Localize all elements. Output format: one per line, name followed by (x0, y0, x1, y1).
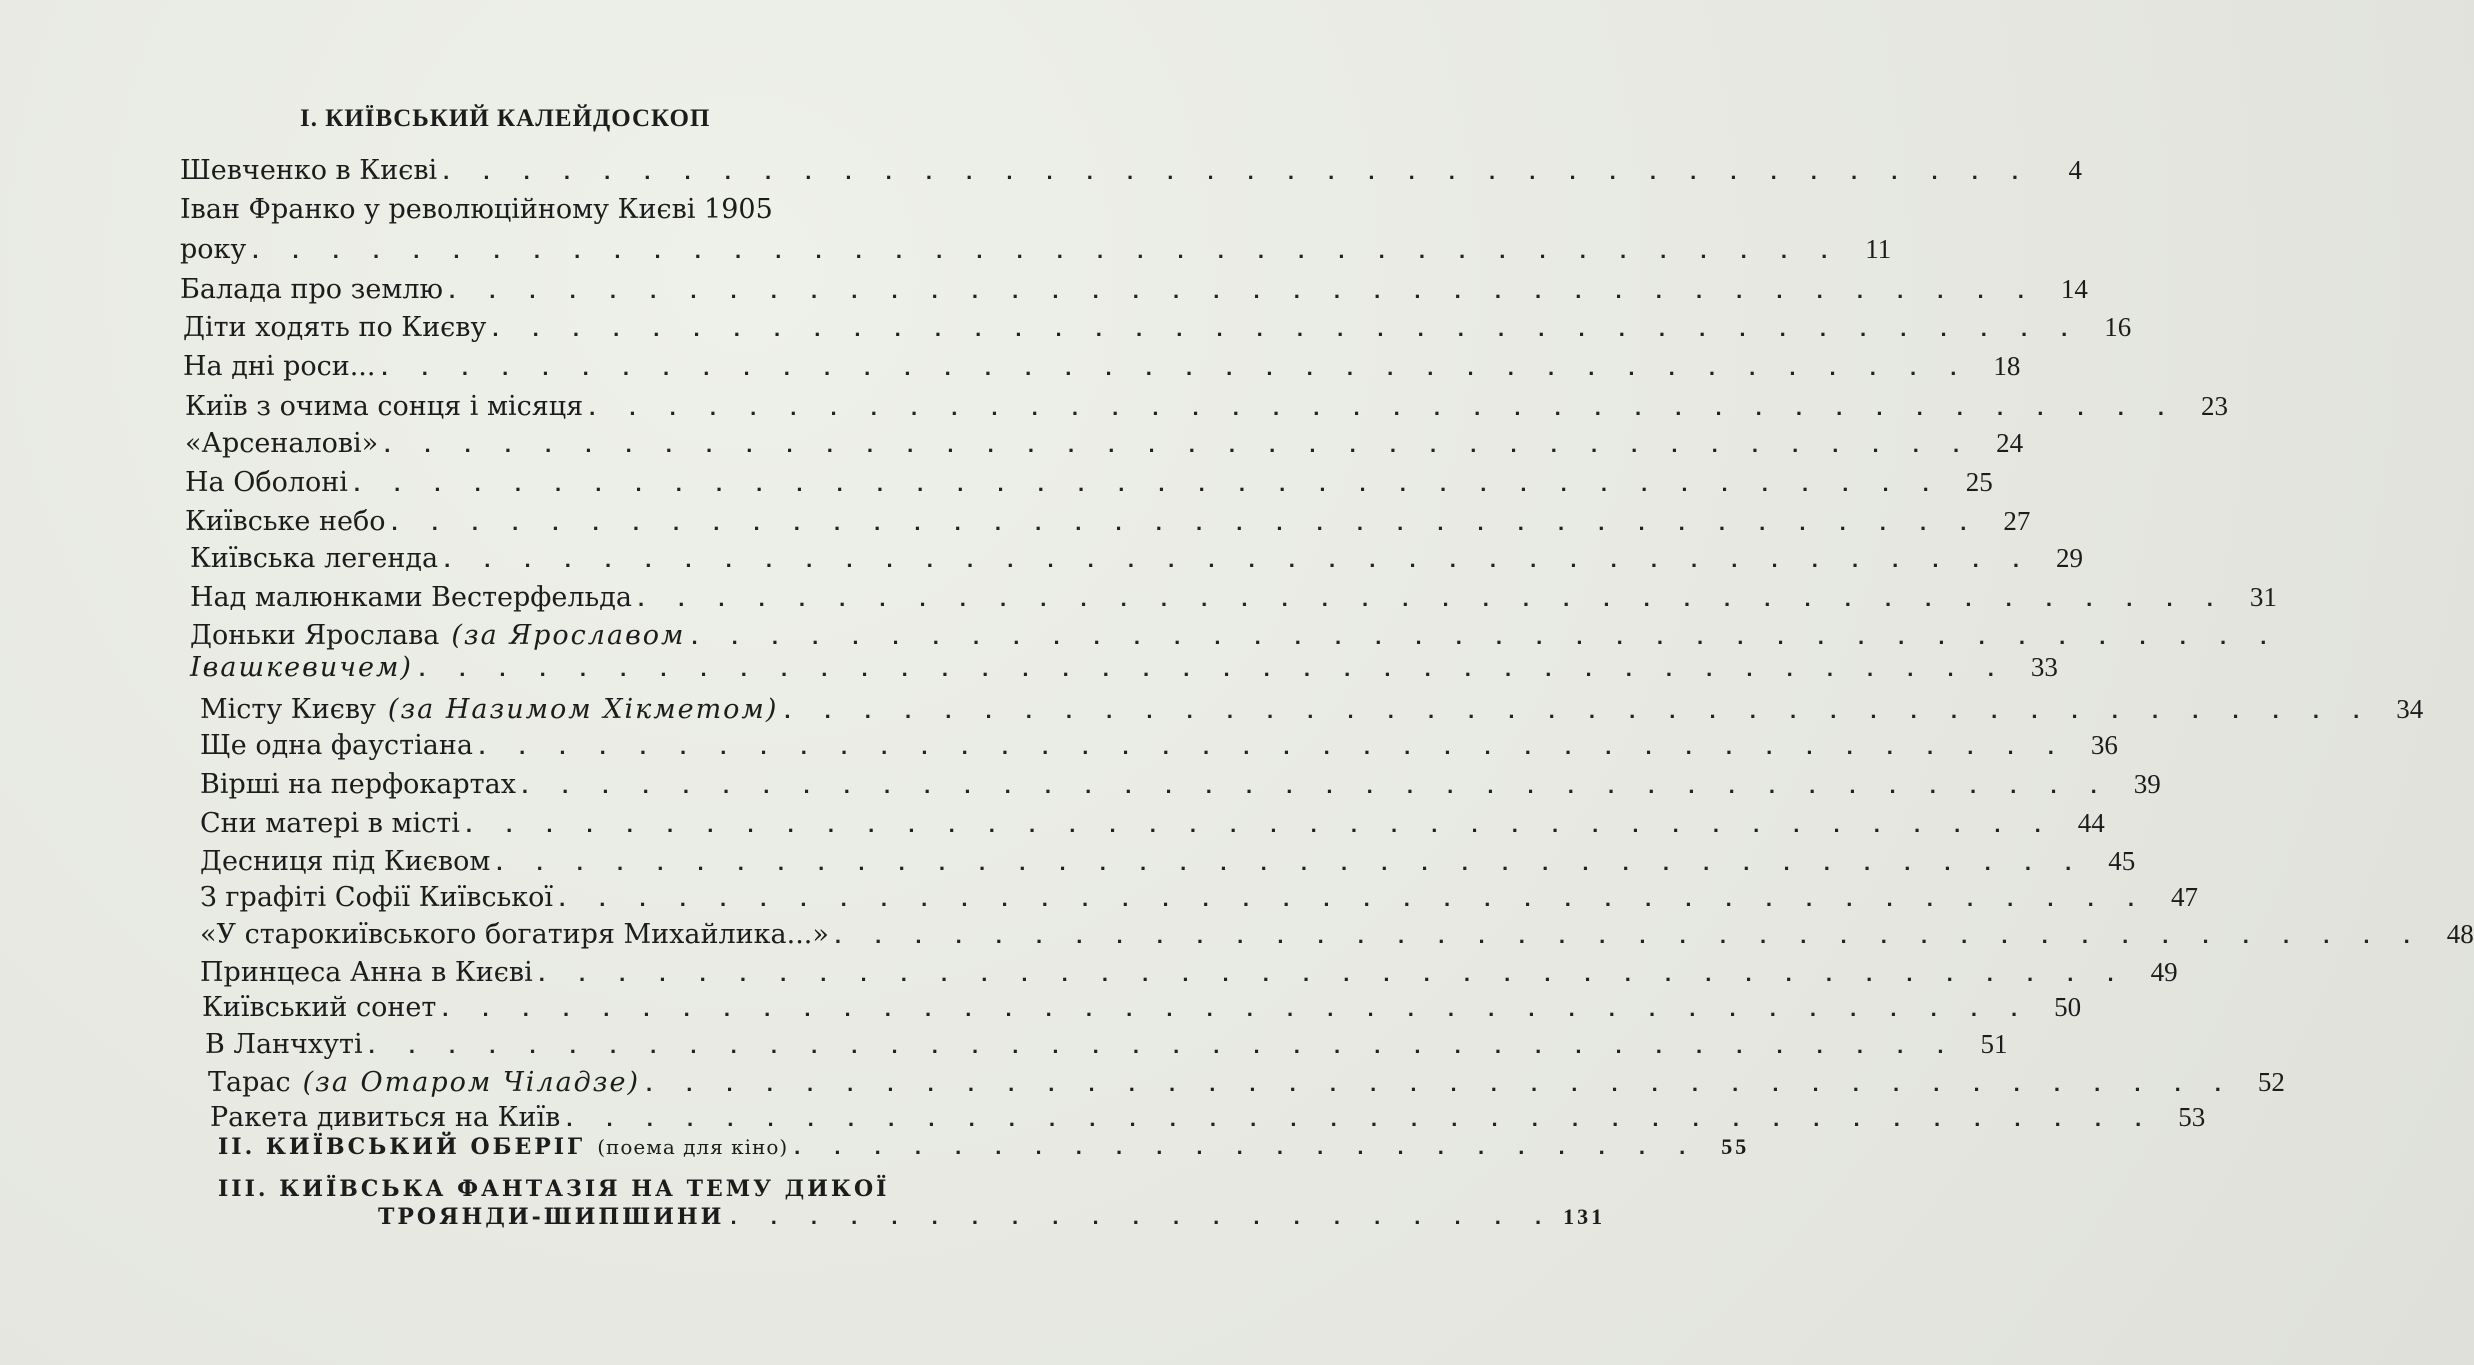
toc-entry-title: Київська легенда (190, 543, 439, 574)
toc-entry (200, 692, 2424, 728)
toc-entry-page: 52 (2257, 1067, 2285, 1097)
toc-entry (200, 728, 2118, 764)
dot-leader: . . . . . . . . . . . . . . . . . . . . . . . . . . . . . . . . . . . . . . . . (521, 773, 2111, 798)
toc-entry-title: На дні роси... (183, 351, 376, 382)
toc-entry (200, 955, 2178, 991)
toc-entry (208, 1065, 2285, 1101)
toc-entry-italic: (за Отаром Чіладзе) (302, 1067, 641, 1098)
toc-entry-title: року (180, 234, 247, 265)
toc-entry-page: 44 (2077, 808, 2105, 838)
dot-leader: . . . . . . . . . . . . . . . . . . . . . . . . . . . . . . . . . . . . . . . . (368, 1033, 1958, 1058)
toc-entry (190, 580, 2277, 616)
toc-entry-title: Ще одна фаустіана (200, 730, 473, 761)
toc-entry (205, 1027, 2008, 1063)
toc-entry-title: Київський сонет (202, 992, 437, 1023)
toc-entry-title: Вірші на перфокартах (200, 769, 516, 800)
toc-entry (185, 465, 1993, 501)
toc-entry-page: 27 (2003, 506, 2031, 536)
section-3-title-line2: ТРОЯНДИ-ШИПШИНИ (378, 1204, 725, 1230)
toc-entry (200, 767, 2161, 803)
dot-leader: . . . . . . . . . . . . . . . . . . . . . (730, 1204, 1556, 1229)
toc-entry-page: 24 (1996, 428, 2024, 458)
dot-leader: . . . . . . . . . . . . . . . . . . . . . . . . . . . . . . . . . . . . . . . . (353, 471, 1943, 496)
toc-entry-page: 49 (2150, 957, 2178, 987)
dot-leader: . . . . . . . . . . . . . . . . . . . . . . . . . . . . . . . . . . . . . . . . (252, 238, 1842, 263)
toc-entry (190, 650, 2058, 686)
toc-entry-page: 29 (2055, 543, 2083, 573)
toc-entry-page: 53 (2178, 1102, 2206, 1132)
toc-entry-title: На Оболоні (185, 467, 348, 498)
toc-entry-title: Десниця під Києвом (200, 846, 491, 877)
toc-entry (183, 310, 2132, 346)
toc-entry-page: 33 (2030, 652, 2058, 682)
toc-entry-title: Місту Києву (200, 694, 376, 725)
toc-entry-page: 50 (2054, 992, 2082, 1022)
dot-leader: . . . . . . . . . . . . . . . . . . . . . . . . . . . . . . . . . . . . . . . . (391, 510, 1981, 535)
toc-entry-title: В Ланчхуті (205, 1029, 363, 1060)
dot-leader: . . . . . . . . . . . . . . . . . . . . . . . . . . . . . . . . . . . . . . . . (646, 1071, 2235, 1096)
toc-entry-title: Доньки Ярослава (190, 620, 440, 651)
toc-entry (200, 880, 2198, 916)
toc-entry (190, 619, 2281, 654)
toc-entry-title: «Арсеналові» (185, 428, 379, 459)
toc-entry-page: 18 (1993, 351, 2021, 381)
dot-leader: . . . . . . . . . . . . . . . . . . . . . . . . . . . . . . . . . . . . . . . . (442, 996, 2032, 1021)
toc-entry-page: 39 (2133, 769, 2161, 799)
dot-leader: . . . . . . . . . . . . . . . . . . . . . . . . . . . . . . . . . . . . . . . . (478, 734, 2068, 759)
dot-leader: . . . . . . . . . . . . . . . . . . . . . . . . . . . . . . . . . . . . . . . . (566, 1106, 2156, 1131)
dot-leader: . . . . . . . . . . . . . . . . . . . . . . . . . . . . . . . . . . . . . . . . (381, 355, 1971, 380)
toc-entry-title: Балада про землю (180, 274, 443, 305)
toc-entry-title: «У старокиївського богатиря Михайлика...» (200, 919, 829, 950)
toc-entry-page: 23 (2201, 391, 2229, 421)
section-2-entry (218, 1130, 1750, 1164)
toc-entry (200, 917, 2474, 953)
toc-entry-page: 4 (2068, 155, 2083, 185)
toc-entry-page: 31 (2249, 582, 2277, 612)
toc-entry (200, 844, 2136, 880)
section-1-heading: І. КИЇВСЬКИЙ КАЛЕЙДОСКОП (300, 105, 711, 132)
section-2-note: (поема для кіно) (597, 1135, 789, 1159)
toc-entry (183, 349, 2021, 385)
dot-leader: . . . . . . . . . . . . . . . . . . . . . . . . . . . . . . . . . . . . . . . . (448, 278, 2038, 303)
dot-leader: . . . . . . . . . . . . . . . . . . . . . . . . . . . . . . . . . . . . . . . . (496, 850, 2086, 875)
toc-entry (180, 232, 1892, 268)
toc-entry (185, 426, 2024, 462)
dot-leader: . . . . . . . . . . . . . . . . . . . . . . . . . . . . . . . . . . . . . . . . (384, 432, 1974, 457)
toc-entry-italic: Івашкевичем) (190, 652, 413, 683)
dot-leader: . . . . . . . . . . . . . . . . . . . . . . . . . . . . . . . . . . . . . . . . (444, 547, 2033, 572)
toc-entry (200, 806, 2105, 842)
toc-entry-title: Київ з очима сонця і місяця (185, 391, 584, 422)
toc-entry-title: Іван Франко у революційному Києві 1905 (180, 194, 773, 225)
toc-entry (190, 541, 2083, 577)
toc-entry-title: Тарас (208, 1067, 291, 1098)
toc-entry-italic: (за Ярославом (451, 620, 686, 651)
toc-entry-title: З графіті Софії Київської (200, 882, 554, 913)
dot-leader: . . . . . . . . . . . . . . . . . . . . . . . . . . . . . . . . . . . . . . . . (589, 395, 2179, 420)
dot-leader: . . . . . . . . . . . . . . . . . . . . . . . . . . . . . . . . . . . . . . . . (637, 586, 2227, 611)
toc-entry-page: 48 (2446, 919, 2474, 949)
section-3-page: 131 (1563, 1204, 1606, 1229)
dot-leader: . . . . . . . . . . . . . . . . . . . . . . . (794, 1134, 1700, 1159)
dot-leader: . . . . . . . . . . . . . . . . . . . . . . . . . . . . . . . . . . . . . . . . (691, 624, 2281, 649)
toc-entry-italic: (за Назимом Хікметом) (387, 694, 779, 725)
toc-entry-page: 47 (2170, 882, 2198, 912)
toc-entry-page: 16 (2104, 312, 2132, 342)
toc-entry-title: Над малюнками Вестерфельда (190, 582, 632, 613)
dot-leader: . . . . . . . . . . . . . . . . . . . . . . . . . . . . . . . . . . . . . . . . (465, 812, 2055, 837)
dot-leader: . . . . . . . . . . . . . . . . . . . . . . . . . . . . . . . . . . . . . . . . (538, 961, 2128, 986)
toc-entry-page: 51 (1980, 1029, 2008, 1059)
toc-entry-title: Київське небо (185, 506, 386, 537)
toc-entry-page: 45 (2108, 846, 2136, 876)
toc-entry-title: Шевченко в Києві (180, 155, 438, 186)
dot-leader: . . . . . . . . . . . . . . . . . . . . . . . . . . . . . . . . . . . . . . . . (443, 159, 2033, 184)
toc-entry-title: Принцеса Анна в Києві (200, 957, 533, 988)
toc-entry-page: 36 (2090, 730, 2118, 760)
toc-entry (180, 272, 2088, 308)
toc-entry-page: 34 (2396, 694, 2424, 724)
dot-leader: . . . . . . . . . . . . . . . . . . . . . . . . . . . . . . . . . . . . . . . . (418, 656, 2008, 681)
toc-entry-title: Сни матері в місті (200, 808, 460, 839)
section-3-entry-line2 (378, 1200, 1606, 1234)
dot-leader: . . . . . . . . . . . . . . . . . . . . . . . . . . . . . . . . . . . . . . . . (784, 698, 2374, 723)
toc-entry (180, 153, 2083, 189)
toc-entry (180, 193, 915, 227)
toc-entry-title: Ракета дивиться на Київ (210, 1102, 561, 1133)
toc-entry (185, 504, 2031, 540)
toc-entry (185, 389, 2229, 425)
toc-entry-title: Діти ходять по Києву (183, 312, 487, 343)
toc-entry-page: 14 (2060, 274, 2088, 304)
toc-entry-page: 11 (1865, 234, 1892, 264)
dot-leader: . . . . . . . . . . . . . . . . . . . . . . . . . . . . . . . . . . . . . . . . (559, 886, 2148, 911)
dot-leader: . . . . . . . . . . . . . . . . . . . . . . . . . . . . . . . . . . . . . . . . (834, 923, 2424, 948)
section-3-title-line1: III. КИЇВСЬКА ФАНТАЗІЯ НА ТЕМУ ДИКОЇ (218, 1176, 890, 1202)
section-2-page: 55 (1721, 1134, 1750, 1159)
toc-entry (202, 990, 2082, 1026)
toc-entry-page: 25 (1965, 467, 1993, 497)
section-2-title: II. КИЇВСЬКИЙ ОБЕРІГ (218, 1134, 586, 1160)
dot-leader: . . . . . . . . . . . . . . . . . . . . . . . . . . . . . . . . . . . . . . . . (492, 316, 2082, 341)
